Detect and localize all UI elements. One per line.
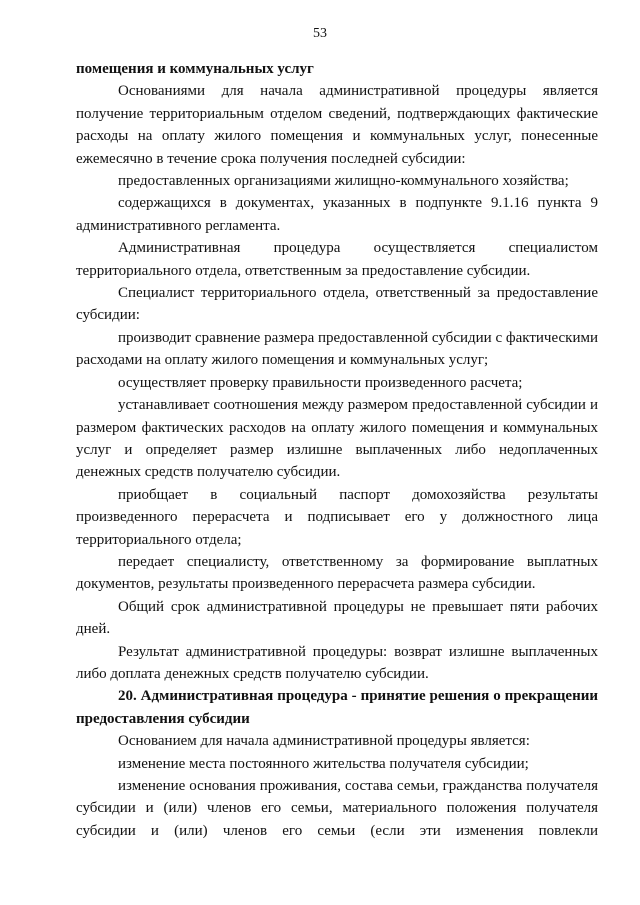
section-heading-20: 20. Административная процедура - принятие решения о прекращении предоставления субсидии bbox=[76, 688, 598, 727]
paragraph-procedure-result: Результат административной процедуры: возврат излишне выплаченных либо доплата денежных средств получателю субсидии. bbox=[76, 643, 598, 682]
section-heading-continued: помещения и коммунальных услуг bbox=[76, 61, 314, 77]
paragraph-grounds: Основаниями для начала административной процедуры является получение территориальным отделом сведений, подтверждающих фактические расходы на оплату жилого помещения и коммунальных услуг, понесенные ежемесячно в течение срока получения последней субсидии: bbox=[76, 83, 598, 167]
list-item-establishes: устанавливает соотношения между размером предоставленной субсидии и размером фактических расходов на оплату жилого помещения и коммунальных услуг и определяет размер излишне выплаченных либо недоплаченных денежных средств получателю субсидии. bbox=[76, 397, 598, 481]
document-body bbox=[76, 58, 598, 842]
list-item-verifies: осуществляет проверку правильности произведенного расчета; bbox=[118, 374, 523, 391]
paragraph-specialist-duties: Специалист территориального отдела, ответственный за предоставление субсидии: bbox=[76, 285, 598, 324]
list-item-provided-by-organizations: предоставленных организациями жилищно-коммунального хозяйства; bbox=[118, 173, 569, 190]
list-item-attaches: приобщает в социальный паспорт домохозяйства результаты произведенного перерасчета и подписывает его у должностного лица территориального отдела; bbox=[76, 486, 598, 548]
paragraph-total-duration: Общий срок административной процедуры не превышает пяти рабочих дней. bbox=[76, 598, 598, 638]
paragraph-grounds-20: Основанием для начала административной процедуры является: bbox=[118, 733, 530, 750]
list-item-circumstance-change: изменение основания проживания, состава семьи, гражданства получателя субсидии и (или) членов его семьи, материального положения получателя субсидии и (или) членов его семьи (если эти изменения повлекли bbox=[76, 778, 598, 839]
list-item-residence-change: изменение места постоянного жительства получателя субсидии; bbox=[118, 755, 529, 772]
list-item-compares: производит сравнение размера предоставленной субсидии с фактическими расходами на оплату жилого помещения и коммунальных услуг; bbox=[76, 329, 598, 369]
list-item-contained-in-documents: содержащихся в документах, указанных в подпункте 9.1.16 пункта 9 административного регламента. bbox=[76, 195, 598, 234]
paragraph-procedure-performer: Административная процедура осуществляется специалистом территориального отдела, ответственным за предоставление субсидии. bbox=[76, 240, 598, 279]
list-item-transfers: передает специалисту, ответственному за формирование выплатных документов, результаты произведенного перерасчета размера субсидии. bbox=[76, 553, 598, 593]
page-number: 53 bbox=[313, 26, 327, 41]
